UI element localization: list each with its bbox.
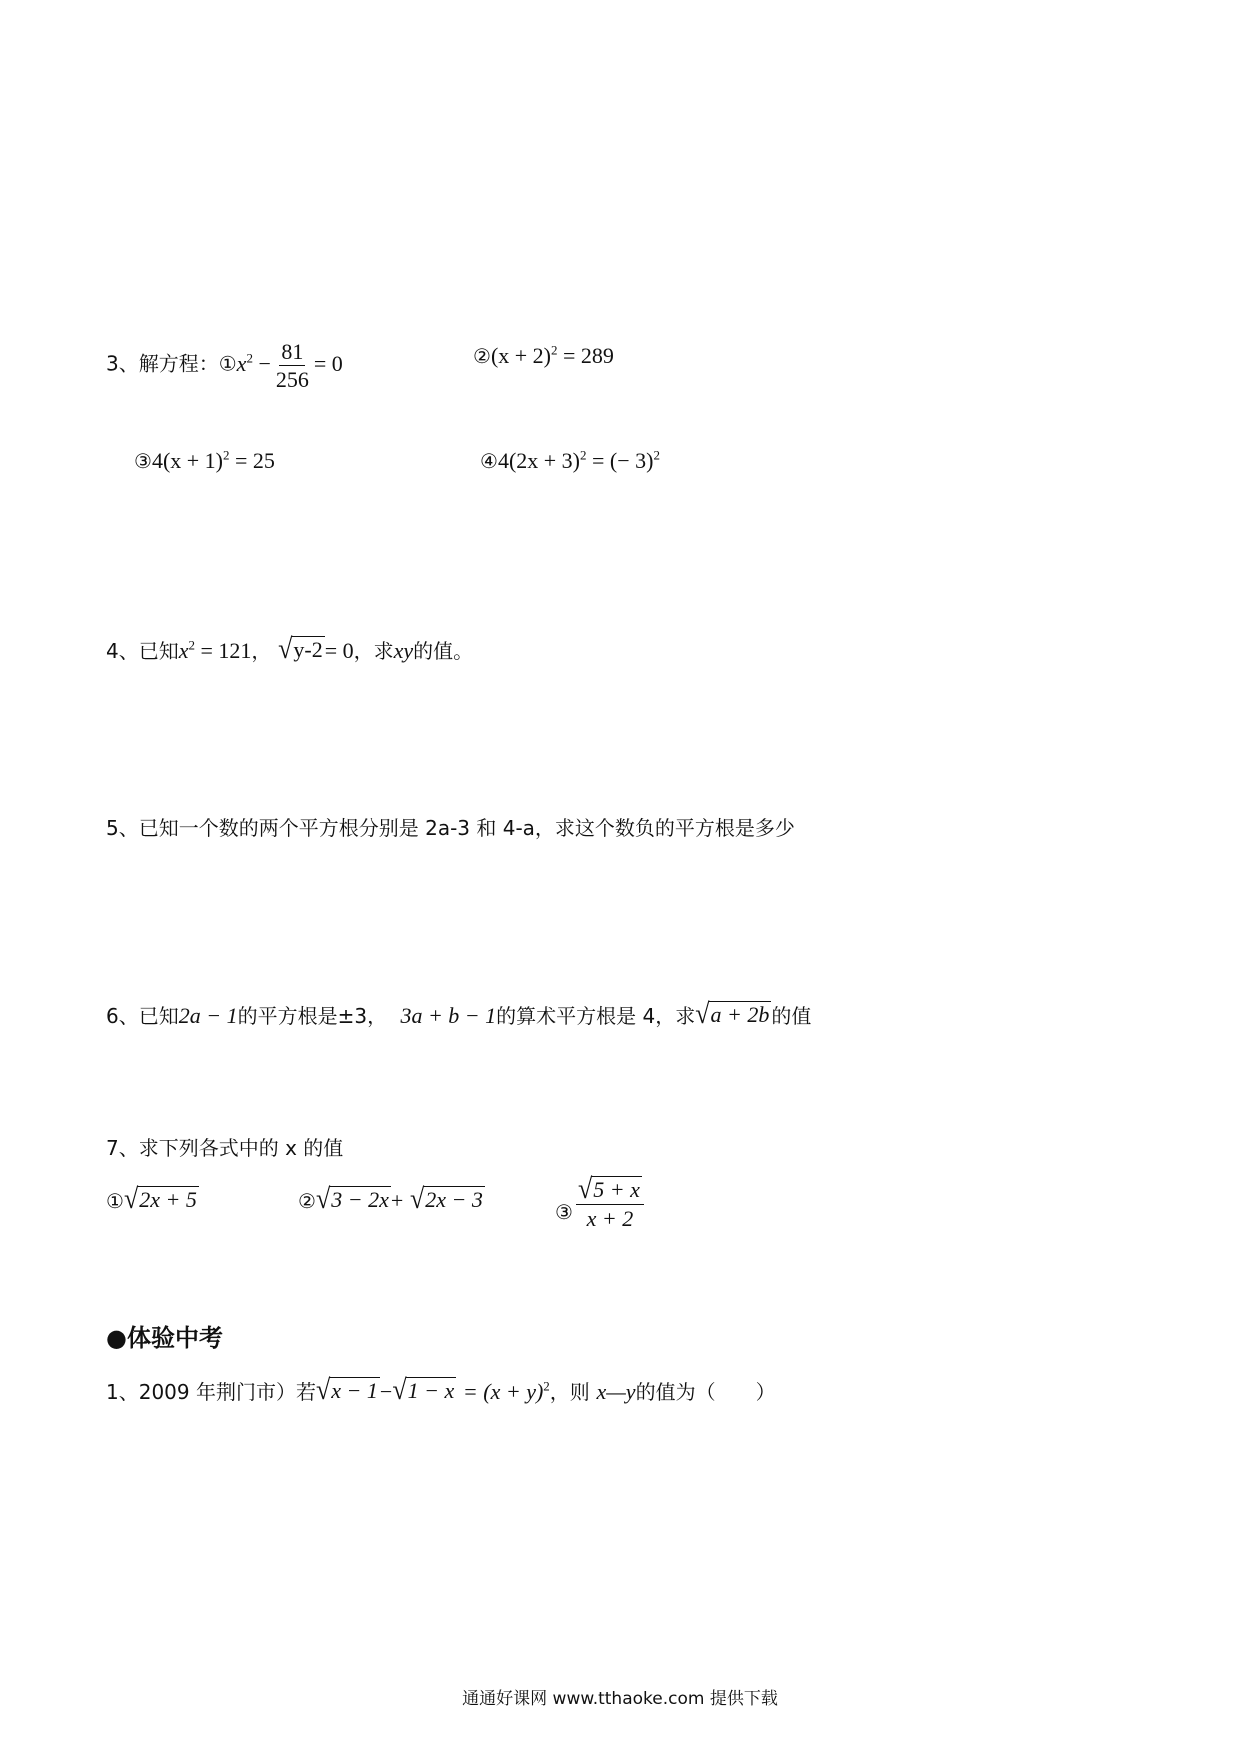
- q3-part2: [473, 342, 614, 368]
- q3-part3-equation: $4(x + 1)^2 = 25$: [151, 447, 275, 473]
- q4-number: 4、: [106, 639, 139, 664]
- q7-line: [106, 1138, 343, 1159]
- q3-part3-mark: ③: [134, 449, 152, 473]
- q7-text: 求下列各式中的 x 的值: [138, 1136, 344, 1160]
- exam-q1-number: 1、: [106, 1380, 139, 1405]
- section-title: 体验中考: [126, 1324, 223, 1352]
- bullet-icon: ●: [106, 1323, 127, 1352]
- q5-line: [106, 818, 795, 839]
- q7-part1: ① √ 2x + 5: [106, 1182, 197, 1215]
- q3-prompt: 解方程：: [138, 351, 219, 376]
- q3-part1-equation: $x^2$ − $\frac{81}{256}$ = 0: [236, 339, 343, 393]
- square-root: √ 5 + x: [577, 1172, 640, 1205]
- q3-part1-mark: ①: [218, 351, 237, 376]
- q4-equation1: $x^2 = 121$: [178, 637, 252, 664]
- q5-text: 已知一个数的两个平方根分别是 2a-3 和 4-a，求这个数负的平方根是多少: [138, 816, 795, 840]
- q3-part2-equation: $(x + 2)^2 = 289$: [490, 342, 614, 368]
- q3-part2-mark: ②: [473, 344, 491, 368]
- q7-part3: ③ √ 5 + x x + 2: [555, 1176, 647, 1230]
- q7-part2: ② √ 3 − 2x + √ 2x − 3: [298, 1182, 483, 1215]
- square-root: √ a + 2b: [695, 997, 770, 1030]
- q3-line1: [106, 340, 343, 391]
- fraction: √ 5 + x x + 2: [576, 1176, 644, 1230]
- q4-line: 4、已知$x^2 = 121$， √ y-2 = 0，求xy的值。: [106, 632, 474, 665]
- square-root: √ 2x + 5: [123, 1182, 197, 1215]
- q6-expression1: 2a − 1: [178, 1003, 238, 1029]
- section-heading: [106, 1323, 223, 1352]
- square-root: √ 1 − x: [392, 1373, 455, 1406]
- fraction: $\frac{81}{256}$: [275, 339, 309, 393]
- square-root: √ 2x − 3: [409, 1182, 483, 1215]
- q3-part4-mark: ④: [480, 449, 498, 473]
- q7-number: 7、: [106, 1136, 139, 1160]
- square-root: √ y-2: [278, 632, 323, 665]
- square-root: √ 3 − 2x: [315, 1182, 389, 1215]
- q6-expression2: 3a + b − 1: [400, 1003, 497, 1029]
- q6-number: 6、: [106, 1004, 139, 1029]
- q5-number: 5、: [106, 816, 139, 840]
- exam-q1-line: 1、2009 年荆门市）若 √ x − 1 − √ 1 − x = $(x + y)^2$，则 x—y的值为（ ）: [106, 1373, 776, 1406]
- q3-part3: [134, 447, 275, 473]
- footer-text: 通通好课网 www.tthaoke.com 提供下载: [462, 1689, 778, 1709]
- q3-part4-equation: $4(2x + 3)^2$ = (− 3)$^2$: [497, 447, 660, 473]
- q3-part4: [480, 447, 660, 473]
- q6-line: 6、已知2a − 1的平方根是±3， 3a + b − 1的算术平方根是 4，求 √ a + 2b 的值: [106, 997, 812, 1030]
- square-root: √ x − 1: [316, 1373, 378, 1406]
- q3-number: 3、: [106, 351, 139, 376]
